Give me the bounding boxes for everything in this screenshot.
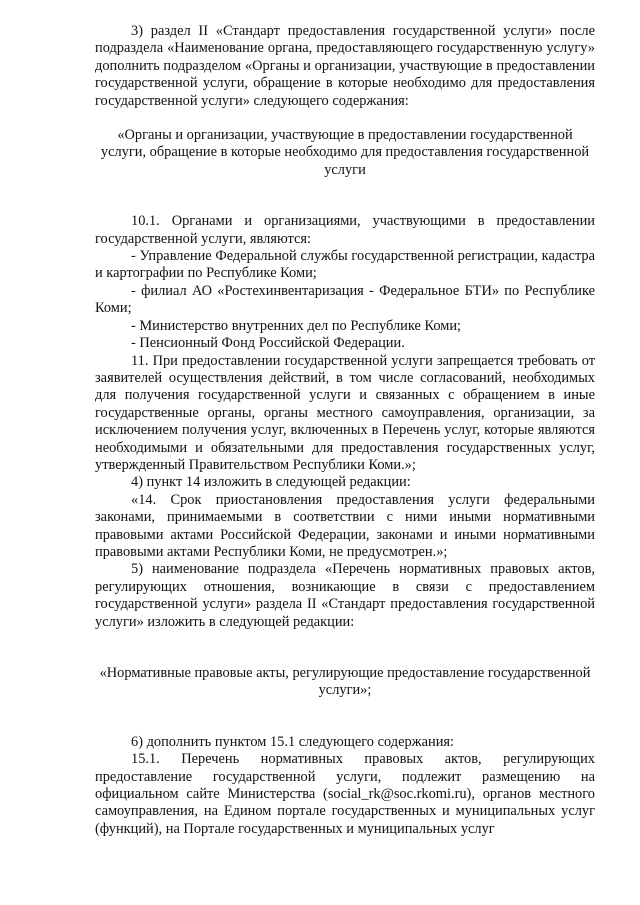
subsection-heading-normative-acts: «Нормативные правовые акты, регулирующие предоставление государственной услуги»; bbox=[99, 665, 591, 699]
amendment-item-6: 6) дополнить пунктом 15.1 следующего содержания: bbox=[131, 733, 455, 750]
amendment-item-4: 4) пункт 14 изложить в следующей редакции: bbox=[131, 474, 411, 491]
document-body bbox=[95, 23, 595, 838]
subsection-heading-organs: «Органы и организации, участвующие в предоставлении государственной услуги, обращение в которые необходимо для предоставления государственной услуги bbox=[100, 127, 590, 178]
clause-15-1: 15.1. Перечень нормативных правовых актов, регулирующих предоставление государственной услуги, подлежит размещению на официальном сайте Министерства (social_rk@soc.rkomi.ru), органов местного самоуправления, на Едином портале государственных и муниципальных услуг (функций), на Портале государственных и муниципальных услуг bbox=[95, 751, 595, 837]
clause-11: 11. При предоставлении государственной услуги запрещается требовать от заявителей осуществления действий, в том числе согласований, необходимых для получения государственной услуги и связанных с обращением в иные государственные органы, органы местного самоуправления, организации, за исключением получения услуг, включенных в Перечень услуг, которые являются необходимыми и обязательными для предоставления государственных услуг, утвержденный Правительством Республики Коми.»; bbox=[95, 352, 595, 473]
list-item-mvd: - Министерство внутренних дел по Республике Коми; bbox=[131, 317, 462, 334]
amendment-item-5: 5) наименование подраздела «Перечень нормативных правовых актов, регулирующих отношения, возникающие в связи с предоставлением государственной услуги» раздела II «Стандарт предоставления государственной услуги» изложить в следующей редакции: bbox=[95, 561, 595, 630]
list-item-rosreestr: - Управление Федеральной службы государственной регистрации, кадастра и картографии по Республике Коми; bbox=[95, 248, 595, 282]
list-item-pfr: - Пенсионный Фонд Российской Федерации. bbox=[131, 335, 405, 352]
amendment-item-3: 3) раздел II «Стандарт предоставления государственной услуги» после подраздела «Наименование органа, предоставляющего государственную услугу» дополнить подразделом «Органы и организации, участвующие в предоставлении государственной услуги, обращение в которые необходимо для предоставления государственной услуги» следующего содержания: bbox=[95, 23, 595, 109]
clause-10-1: 10.1. Органами и организациями, участвующими в предоставлении государственной услуги, являются: bbox=[95, 213, 595, 247]
list-item-bti: - филиал АО «Ростехинвентаризация - Федеральное БТИ» по Республике Коми; bbox=[95, 282, 595, 317]
clause-14: «14. Срок приостановления предоставления услуги федеральными законами, принимаемыми в соответствии с ними иными нормативными правовыми актами Российской Федерации, законами и иными нормативными правовыми актами Республики Коми, не предусмотрен.»; bbox=[95, 491, 595, 560]
